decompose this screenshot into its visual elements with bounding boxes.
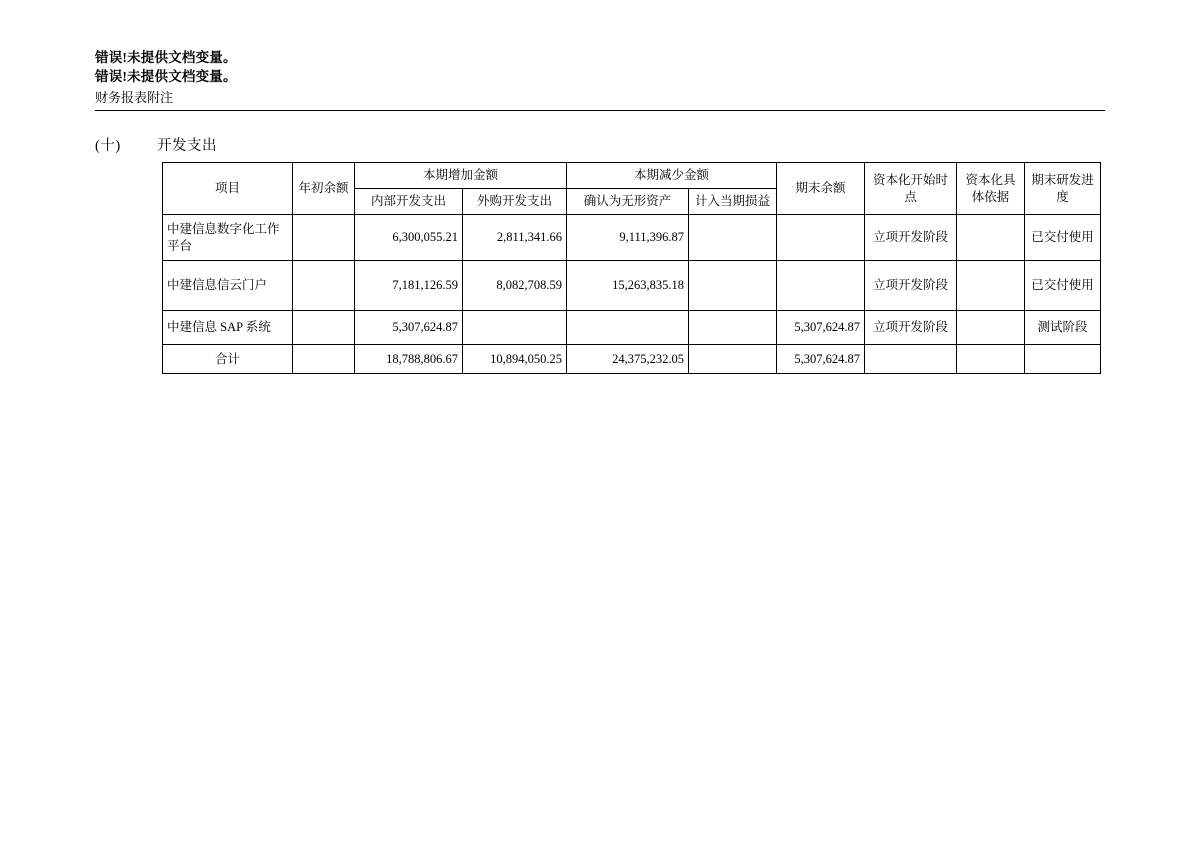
cell-to-profit <box>689 311 777 345</box>
cell-opening <box>293 311 355 345</box>
col-header-external: 外购开发支出 <box>463 189 567 215</box>
col-group-decrease: 本期减少金额 <box>567 163 777 189</box>
cell-to-profit <box>689 261 777 311</box>
col-group-increase: 本期增加金额 <box>355 163 567 189</box>
cell-progress: 已交付使用 <box>1025 215 1101 261</box>
cell-cap-start: 立项开发阶段 <box>865 261 957 311</box>
cell-cap-basis <box>957 345 1025 374</box>
col-header-closing: 期末余额 <box>777 163 865 215</box>
col-header-cap-basis: 资本化具体依据 <box>957 163 1025 215</box>
col-header-item: 项目 <box>163 163 293 215</box>
cell-internal: 7,181,126.59 <box>355 261 463 311</box>
header-line-1: 错误!未提供文档变量。 <box>95 50 237 65</box>
col-header-cap-start: 资本化开始时点 <box>865 163 957 215</box>
cell-closing <box>777 261 865 311</box>
cell-internal: 18,788,806.67 <box>355 345 463 374</box>
cell-external: 10,894,050.25 <box>463 345 567 374</box>
cell-to-profit <box>689 215 777 261</box>
development-expenditure-table <box>162 162 1100 374</box>
cell-cap-start: 立项开发阶段 <box>865 215 957 261</box>
cell-progress: 测试阶段 <box>1025 311 1101 345</box>
header-line-3: 财务报表附注 <box>95 90 174 105</box>
cell-closing: 5,307,624.87 <box>777 311 865 345</box>
cell-external: 2,811,341.66 <box>463 215 567 261</box>
cell-opening <box>293 345 355 374</box>
cell-cap-start <box>865 345 957 374</box>
col-header-opening: 年初余额 <box>293 163 355 215</box>
cell-internal: 6,300,055.21 <box>355 215 463 261</box>
cell-to-intangible: 9,111,396.87 <box>567 215 689 261</box>
section-title-text: 开发支出 <box>157 138 217 154</box>
cell-to-intangible: 15,263,835.18 <box>567 261 689 311</box>
col-header-to-profit: 计入当期损益 <box>689 189 777 215</box>
section-heading <box>95 134 217 155</box>
cell-external: 8,082,708.59 <box>463 261 567 311</box>
cell-closing: 5,307,624.87 <box>777 345 865 374</box>
col-header-internal: 内部开发支出 <box>355 189 463 215</box>
cell-external <box>463 311 567 345</box>
cell-opening <box>293 215 355 261</box>
cell-progress: 已交付使用 <box>1025 261 1101 311</box>
cell-item: 中建信息 SAP 系统 <box>163 311 293 345</box>
cell-cap-basis <box>957 311 1025 345</box>
cell-closing <box>777 215 865 261</box>
page-header <box>95 48 1105 111</box>
table-total-row <box>163 345 1101 374</box>
cell-item: 中建信息信云门户 <box>163 261 293 311</box>
table-row <box>163 215 1101 261</box>
cell-cap-basis <box>957 261 1025 311</box>
section-number: (十) <box>95 138 121 154</box>
cell-cap-start: 立项开发阶段 <box>865 311 957 345</box>
cell-item: 合计 <box>163 345 293 374</box>
cell-item: 中建信息数字化工作平台 <box>163 215 293 261</box>
cell-internal: 5,307,624.87 <box>355 311 463 345</box>
col-header-to-intangible: 确认为无形资产 <box>567 189 689 215</box>
cell-to-intangible <box>567 311 689 345</box>
col-header-progress: 期末研发进度 <box>1025 163 1101 215</box>
table-header-row-1 <box>163 163 1101 189</box>
cell-to-intangible: 24,375,232.05 <box>567 345 689 374</box>
cell-progress <box>1025 345 1101 374</box>
cell-opening <box>293 261 355 311</box>
header-divider <box>95 110 1105 111</box>
cell-cap-basis <box>957 215 1025 261</box>
header-line-2: 错误!未提供文档变量。 <box>95 69 237 84</box>
cell-to-profit <box>689 345 777 374</box>
table-row <box>163 261 1101 311</box>
table-row <box>163 311 1101 345</box>
